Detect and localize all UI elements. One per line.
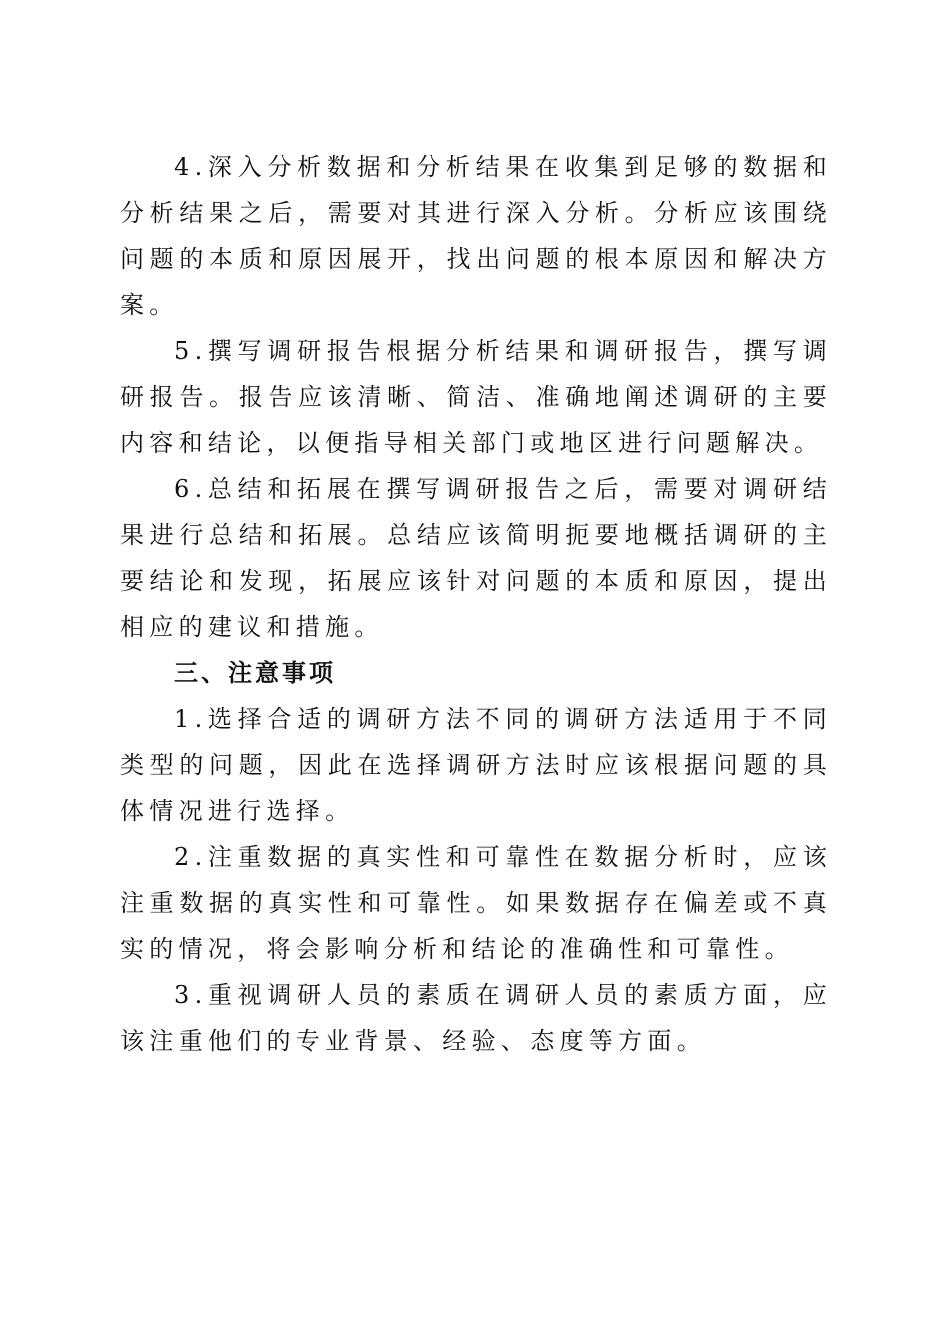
paragraph-step-5: 5.撰写调研报告根据分析结果和调研报告，撰写调研报告。报告应该清晰、简洁、准确地阐述调研的主要内容和结论，以便指导相关部门或地区进行问题解决。 xyxy=(120,337,832,457)
paragraph-note-2: 2.注重数据的真实性和可靠性在数据分析时，应该注重数据的真实性和可靠性。如果数据存在偏差或不真实的情况，将会影响分析和结论的准确性和可靠性。 xyxy=(120,843,832,963)
paragraph-step-4: 4.深入分析数据和分析结果在收集到足够的数据和分析结果之后，需要对其进行深入分析。分析应该围绕问题的本质和原因展开，找出问题的根本原因和解决方案。 xyxy=(120,153,832,319)
paragraph-note-1: 1.选择合适的调研方法不同的调研方法适用于不同类型的问题，因此在选择调研方法时应该根据问题的具体情况进行选择。 xyxy=(120,705,832,825)
paragraph-note-3: 3.重视调研人员的素质在调研人员的素质方面，应该注重他们的专业背景、经验、态度等方面。 xyxy=(120,981,832,1055)
section-heading: 三、注意事项 xyxy=(174,659,336,687)
document-body xyxy=(120,144,832,1064)
paragraph-step-6: 6.总结和拓展在撰写调研报告之后，需要对调研结果进行总结和拓展。总结应该简明扼要地概括调研的主要结论和发现，拓展应该针对问题的本质和原因，提出相应的建议和措施。 xyxy=(120,475,832,641)
